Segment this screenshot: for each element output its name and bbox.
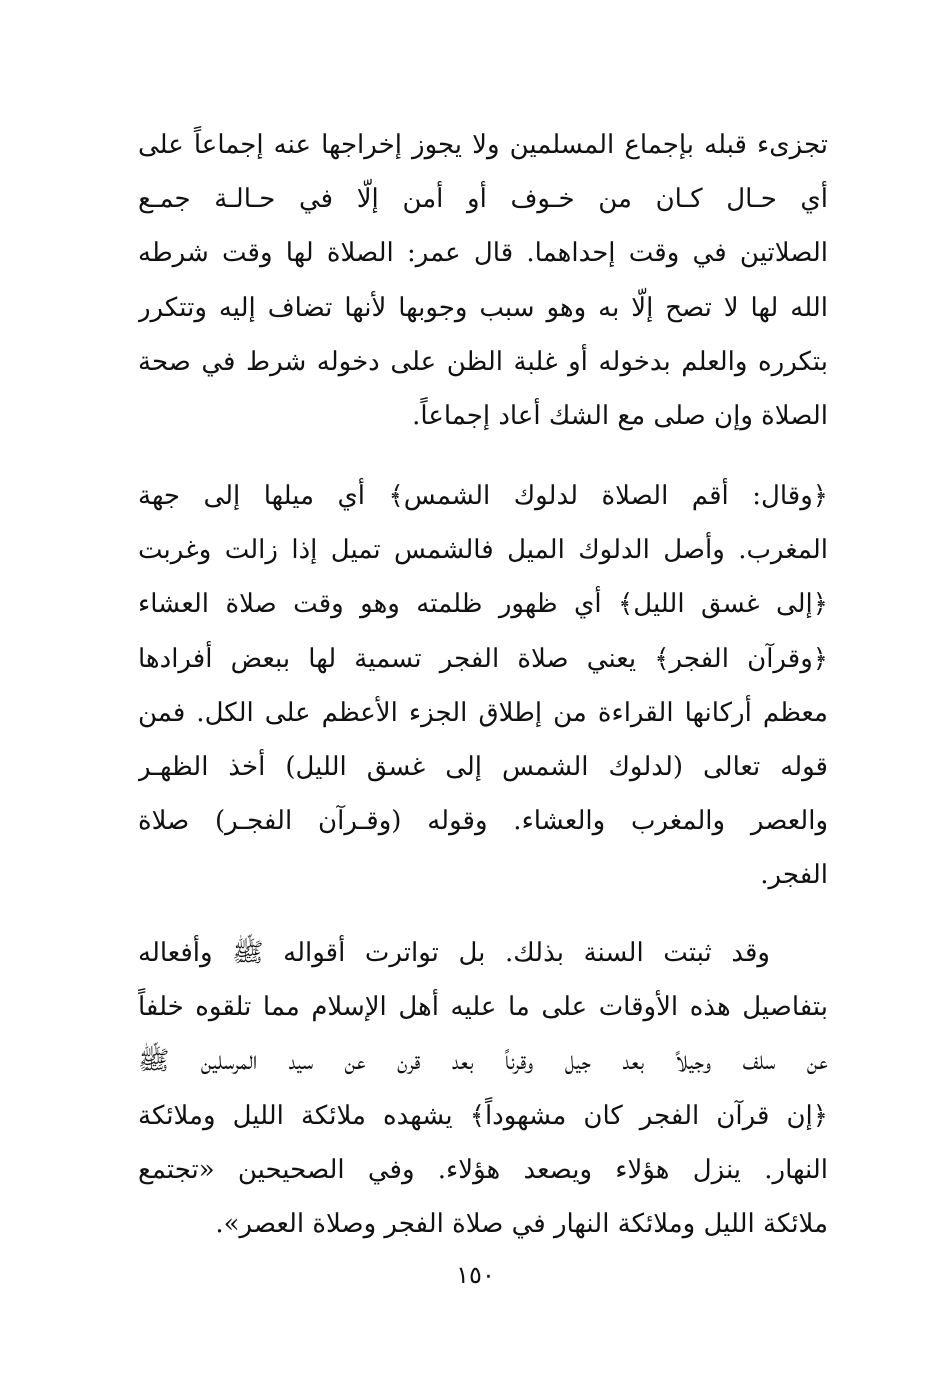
text-line: عن سلف وجيلاً بعد جيل وقرناً بعد قرن عن سيد المرسلين ﷺ: [138, 1046, 828, 1077]
paragraph-2: [138, 469, 828, 903]
text-line: معظم أركانها القراءة من إطلاق الجزء الأعظم على الكل. فمن: [138, 697, 828, 728]
paragraph-1: [138, 118, 828, 443]
text-line: وقد ثبتت السنة بذلك. بل تواترت أقواله ﷺ وأفعاله: [138, 938, 770, 968]
text-line: ﴿إلى غسق الليل﴾ أي ظهور ظلمته وهو وقت صلاة العشاء: [138, 589, 828, 620]
text-line: ﴿وقال: أقم الصلاة لدلوك الشمس﴾ أي ميلها إلى جهة: [138, 481, 828, 511]
text-line: بتكرره والعلم بدخوله أو غلبة الظن على دخوله شرط في صحة: [138, 346, 828, 377]
text-line: الفجر.: [760, 860, 828, 891]
text-line: بتفاصيل هذه الأوقات على ما عليه أهل الإسلام مما تلقوه خلفاً: [138, 992, 828, 1023]
paragraph-3: [138, 926, 828, 1251]
text-line: الصلاتين في وقت إحداهما. قال عمر: الصلاة لها وقت شرطه: [138, 238, 828, 269]
text-line: قوله تعالى (لدلوك الشمس إلى غسق الليل) أخذ الظهـر: [138, 751, 828, 782]
text-line: ملائكة الليل وملائكة النهار في صلاة الفجر وصلاة العصر».: [215, 1208, 828, 1239]
page-number: ١٥٠: [456, 1261, 495, 1289]
text-line: الصلاة وإن صلى مع الشك أعاد إجماعاً.: [412, 400, 828, 431]
text-line: ﴿وقرآن الفجر﴾ يعني صلاة الفجر تسمية لها ببعض أفرادها: [138, 643, 828, 674]
text-line: المغرب. وأصل الدلوك الميل فالشمس تميل إذا زالت وغربت: [138, 535, 828, 566]
text-line: أي حـال كـان من خـوف أو أمن إلّا في حـالـة جمـع: [138, 184, 828, 215]
text-line: والعصر والمغرب والعشاء. وقوله (وقـرآن الفجـر) صلاة: [138, 806, 828, 837]
text-line: الله لها لا تصح إلّا به وهو سبب وجوبها لأنها تضاف إليه وتتكرر: [138, 292, 828, 323]
text-line: ﴿إن قرآن الفجر كان مشهوداً﴾ يشهده ملائكة الليل وملائكة: [138, 1100, 828, 1131]
text-line: تجزىء قبله بإجماع المسلمين ولا يجوز إخراجها عنه إجماعاً على: [138, 130, 828, 160]
text-line: النهار. ينزل هؤلاء ويصعد هؤلاء. وفي الصحيحين «تجتمع: [138, 1154, 828, 1185]
